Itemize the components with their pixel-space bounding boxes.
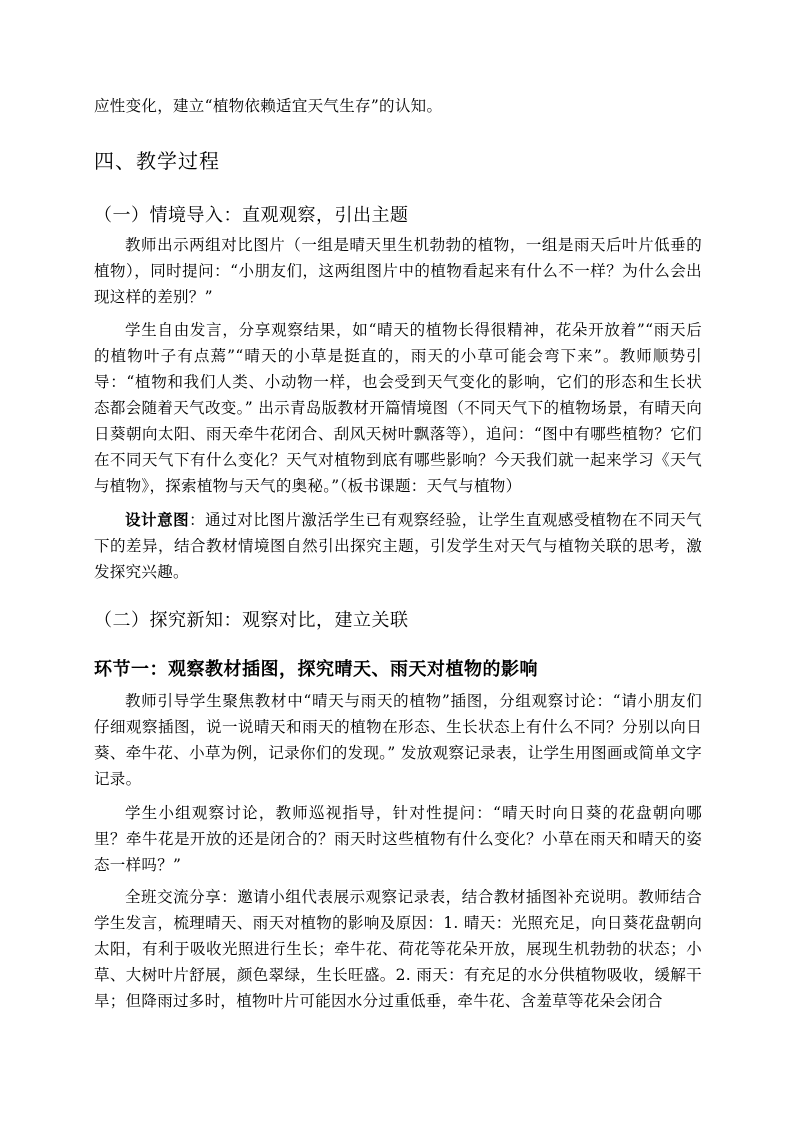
part-1-heading: （一）情境导入：直观观察，引出主题 [94, 205, 409, 226]
part-1-paragraph-1: 教师出示两组对比图片（一组是晴天里生机勃勃的植物，一组是雨天后叶片低垂的植物），同时提问：“小朋友们，这两组图片中的植物看起来有什么不一样？为什么会出现这样的差别？” [94, 236, 702, 306]
intro-tail-paragraph: 应性变化，建立“植物依赖适宜天气生存”的认知。 [94, 97, 443, 115]
design-intent-paragraph [94, 507, 702, 585]
design-intent-label: 设计意图 [125, 510, 190, 529]
section-4-heading: 四、教学过程 [94, 149, 220, 173]
part-2-paragraph-3: 全班交流分享：邀请小组代表展示观察记录表，结合教材插图补充说明。教师结合学生发言，梳理晴天、雨天对植物的影响及原因：1. 晴天：光照充足，向日葵花盘朝向太阳，有利于吸收光照进行生长；牵牛花、荷花等花朵开放，展现生机勃勃的状态；小草、大树叶片舒展，颜色翠绿，生长旺盛。2. 雨天：有充足的水分供植物吸收，缓解干旱；但降雨过多时，植物叶片可能因水分过重低垂，牵牛花、含羞草等花朵会闭合 [94, 888, 702, 1010]
part-2-heading: （二）探究新知：观察对比，建立关联 [94, 610, 409, 631]
part-2-paragraph-2: 学生小组观察讨论，教师巡视指导，针对性提问：“晴天时向日葵的花盘朝向哪里？牵牛花是开放的还是闭合的？雨天时这些植物有什么变化？小草在雨天和晴天的姿态一样吗？” [94, 804, 702, 874]
design-intent-text: ：通过对比图片激活学生已有观察经验，让学生直观感受植物在不同天气下的差异，结合教材情境图自然引出探究主题，引发学生对天气与植物关联的思考，激发探究兴趣。 [94, 511, 702, 581]
step-1-heading: 环节一：观察教材插图，探究晴天、雨天对植物的影响 [94, 659, 538, 680]
part-2-paragraph-1: 教师引导学生聚焦教材中“晴天与雨天的植物”插图，分组观察讨论：“请小朋友们仔细观察插图，说一说晴天和雨天的植物在形态、生长状态上有什么不同？分别以向日葵、牵牛花、小草为例，记录你们的发现。” 发放观察记录表，让学生用图画或简单文字记录。 [94, 692, 702, 788]
part-1-paragraph-2: 学生自由发言，分享观察结果，如“晴天的植物长得很精神，花朵开放着”“雨天后的植物叶子有点蔫”“晴天的小草是挺直的，雨天的小草可能会弯下来”。教师顺势引导：“植物和我们人类、小动物一样，也会受到天气变化的影响，它们的形态和生长状态都会随着天气改变。” 出示青岛版教材开篇情境图（不同天气下的植物场景，有晴天向日葵朝向太阳、雨天牵牛花闭合、刮风天树叶飘落等），追问：“图中有哪些植物？它们在不同天气下有什么变化？天气对植物到底有哪些影响？今天我们就一起来学习《天气与植物》，探索植物与天气的奥秘。”（板书课题：天气与植物） [94, 321, 702, 495]
